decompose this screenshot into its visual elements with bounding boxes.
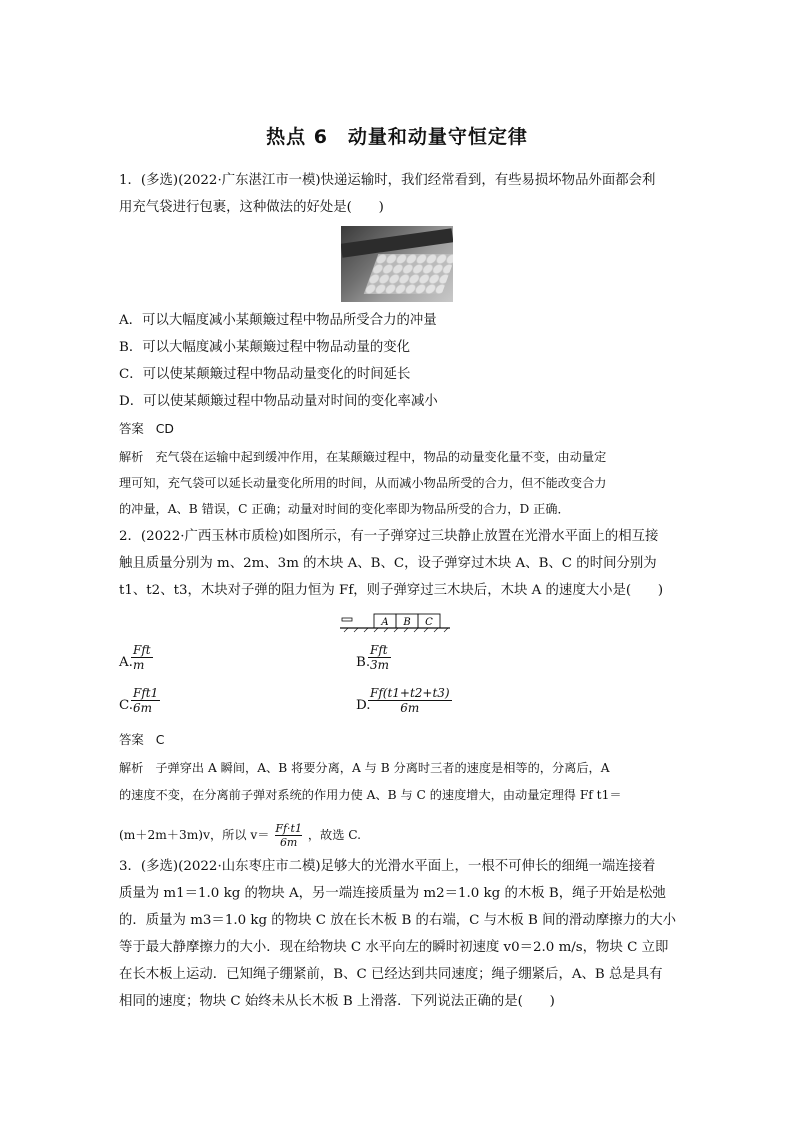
q2-option-b-label: B. (356, 655, 371, 670)
q2-option-a-denominator: m (133, 658, 145, 672)
q3-stem-line-3: 的．质量为 m3＝1.0 kg 的物块 C 放在长木板 B 的右端，C 与木板 B 间的滑动摩擦力的大小 (119, 913, 677, 928)
q2-stem-line-1: 2．(2022·广西玉林市质检)如图所示，有一子弹穿过三块静止放置在光滑水平面上的相互接 (119, 529, 659, 544)
q2-analysis-fraction (275, 822, 302, 849)
q2-analysis-denominator: 6m (279, 836, 298, 849)
q3-stem-line-2: 质量为 m1＝1.0 kg 的物块 A，另一端连接质量为 m2＝1.0 kg 的木板 B，绳子开始是松弛 (119, 886, 666, 901)
q2-stem-line-2: 触且质量分别为 m、2m、3m 的木块 A、B、C，设子弹穿过木块 A、B、C 的时间分别为 (119, 556, 657, 571)
q2-analysis-text-1: 子弹穿出 A 瞬间，A、B 将要分离，A 与 B 分离时三者的速度是相等的，分离后，A (155, 761, 610, 775)
q2-analysis-numerator: Ff·t1 (275, 822, 302, 835)
q2-answer-value: C (155, 732, 165, 747)
q1-answer-row (119, 420, 679, 438)
q1-option-b: B．可以大幅度减小某颠簸过程中物品动量的变化 (119, 340, 411, 355)
q2-option-b-numerator: Fft (370, 643, 388, 657)
q2-analysis-line-3 (119, 822, 679, 849)
q2-stem-line-3: t1、t2、t3，木块对子弹的阻力恒为 Ff，则子弹穿过三木块后，木块 A 的速度大小是( ) (119, 583, 664, 598)
q1-analysis-label: 解析 (119, 450, 144, 464)
q3-stem-line-1: 3．(多选)(2022·山东枣庄市二模)足够大的光滑水平面上，一根不可伸长的细绳一端连接着 (119, 859, 656, 874)
q2-option-c-numerator: Fft1 (133, 686, 159, 700)
bullet-blocks-diagram (340, 610, 452, 634)
q2-option-b-denominator: 3m (370, 658, 390, 672)
q2-analysis-label: 解析 (119, 761, 144, 775)
q3-stem-line-6: 相同的速度；物块 C 始终未从长木板 B 上滑落．下列说法正确的是( ) (119, 994, 555, 1009)
block-a-label: A (381, 617, 389, 628)
q1-option-c: C．可以使某颠簸过程中物品动量变化的时间延长 (119, 367, 411, 382)
q2-analysis-text-3b: ，故选 C. (307, 828, 362, 842)
q1-option-a: A．可以大幅度减小某颠簸过程中物品所受合力的冲量 (119, 313, 437, 328)
q3-stem-line-5: 在长木板上运动．已知绳子绷紧前，B、C 已经达到共同速度；绳子绷紧后，A、B 总是具有 (119, 967, 663, 982)
q1-answer-value: CD (155, 421, 174, 436)
q2-option-d-label: D. (356, 698, 371, 713)
q2-analysis-line-2: 的速度不变，在分离前子弹对系统的作用力使 A、B 与 C 的速度增大，由动量定理得 Ff t1＝ (119, 788, 622, 802)
q1-analysis-line-3: 的冲量，A、B 错误，C 正确；动量对时间的变化率即为物品所受的合力，D 正确． (119, 502, 570, 516)
q1-option-d: D．可以使某颠簸过程中物品动量对时间的变化率减小 (119, 394, 438, 409)
q2-option-a-fraction (131, 643, 153, 672)
q1-stem-line-1: 1．(多选)(2022·广东湛江市一模)快递运输时，我们经常看到，有些易损坏物品外面都会利 (119, 173, 656, 188)
q2-option-c-denominator: 6m (133, 701, 153, 715)
q2-option-d-fraction (368, 686, 452, 715)
q2-option-d-numerator: Ff(t1+t2+t3) (370, 686, 450, 700)
q1-analysis-text-1: 充气袋在运输中起到缓冲作用，在某颠簸过程中，物品的动量变化量不变，由动量定 (155, 450, 607, 464)
q1-answer-label: 答案 (119, 421, 144, 436)
bullet-shape (342, 618, 352, 621)
q1-analysis-line-2: 理可知，充气袋可以延长动量变化所用的时间，从而减小物品所受的合力，但不能改变合力 (119, 476, 607, 490)
block-b-label: B (403, 617, 411, 628)
q1-analysis-line-1 (119, 448, 679, 466)
page-title: 热点 6 动量和动量守恒定律 (266, 126, 528, 148)
block-c-label: C (425, 617, 433, 628)
q2-option-c-fraction (131, 686, 160, 715)
air-cushion-packaging-photo (341, 226, 453, 302)
q2-option-b-fraction (368, 643, 391, 672)
q2-answer-row (119, 731, 679, 749)
q2-option-a-label: A. (119, 655, 133, 670)
q2-option-a-numerator: Fft (133, 643, 151, 657)
q2-analysis-text-3a: (m＋2m＋3m)v，所以 v＝ (119, 828, 270, 842)
q2-option-c-label: C. (119, 698, 134, 713)
q3-stem-line-4: 等于最大静摩擦力的大小．现在给物块 C 水平向左的瞬时初速度 v0＝2.0 m/s，物块 C 立即 (119, 940, 669, 955)
q1-stem-line-2: 用充气袋进行包裹，这种做法的好处是( ) (119, 200, 384, 215)
q2-option-d-denominator: 6m (400, 701, 420, 715)
q2-analysis-line-1 (119, 759, 679, 777)
q2-answer-label: 答案 (119, 732, 144, 747)
